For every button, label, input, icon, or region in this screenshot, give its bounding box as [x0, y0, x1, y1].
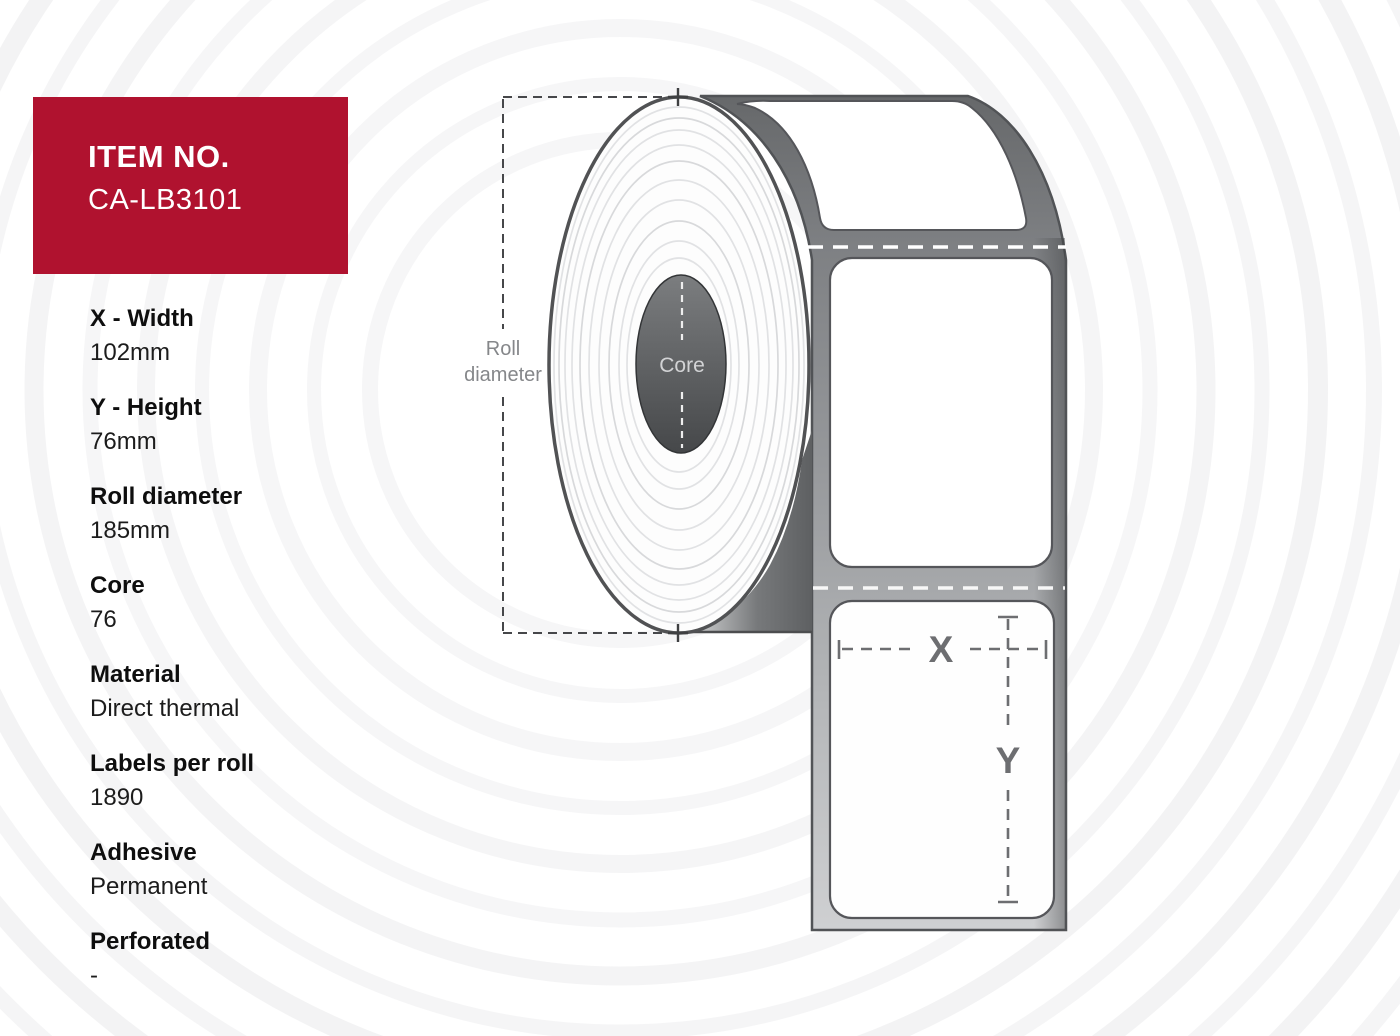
spec-row-y-height: [90, 392, 420, 457]
spec-row-material: [90, 659, 420, 724]
x-dimension-label: X: [928, 629, 954, 670]
spec-row-roll-diameter: [90, 481, 420, 546]
spec-value: Permanent: [90, 873, 208, 900]
spec-label: Adhesive: [90, 839, 197, 866]
spec-label: Labels per roll: [90, 750, 255, 777]
middle-label: [830, 258, 1052, 567]
roll-diameter-caption-line2: diameter: [464, 364, 542, 386]
spec-row-core: [90, 570, 420, 635]
roll-diameter-caption-line1: Roll: [485, 338, 521, 360]
spec-row-adhesive: [90, 837, 420, 902]
spec-label: Roll diameter: [90, 483, 243, 510]
spec-value: Direct thermal: [90, 695, 240, 722]
spec-row-perforated: [90, 926, 420, 991]
spec-value: 102mm: [90, 339, 171, 366]
spec-row-x-width: [90, 303, 420, 368]
spec-label: Perforated: [90, 928, 211, 955]
spec-label: Y - Height: [90, 394, 202, 421]
roll-core: [636, 275, 726, 453]
roll-diameter-caption: [464, 338, 542, 386]
core-label: Core: [659, 354, 705, 377]
item-number-heading: ITEM NO.: [88, 139, 230, 174]
spec-list: [90, 303, 420, 1015]
spec-value: 1890: [90, 784, 144, 811]
spec-label: Material: [90, 661, 181, 688]
spec-value: 185mm: [90, 517, 171, 544]
spec-label: Core: [90, 572, 145, 599]
spec-label: X - Width: [90, 305, 194, 332]
item-number-banner: [33, 97, 348, 274]
y-dimension-label: Y: [995, 740, 1021, 781]
item-number-code: CA-LB3101: [88, 184, 243, 217]
spec-row-labels-per-roll: [90, 748, 420, 813]
spec-value: -: [90, 962, 98, 989]
spec-value: 76: [90, 606, 117, 633]
spec-value: 76mm: [90, 428, 157, 455]
